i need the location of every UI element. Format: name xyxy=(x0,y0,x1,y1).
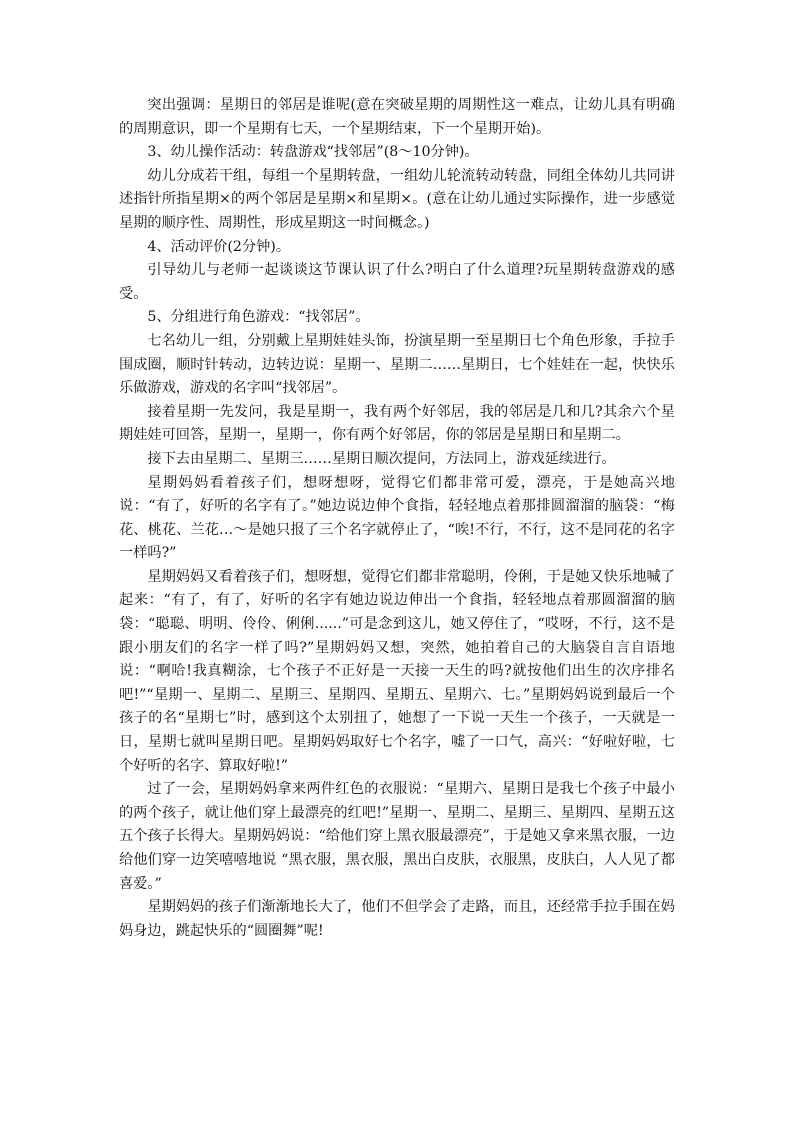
paragraph-step-3-heading: 3、幼儿操作活动：转盘游戏“找邻居”(8～10分钟)。 xyxy=(147,144,479,161)
document-body xyxy=(119,94,675,943)
paragraph-step-3-body: 幼儿分成若干组，每组一个星期转盘，一组幼儿轮流转动转盘，同组全体幼儿共同讲述指针所指星期×的两个邻居是星期×和星期×。(意在让幼儿通过实际操作，进一步感觉星期的顺序性、周期性，形成星期这一时间概念。) xyxy=(119,167,675,231)
paragraph-step-5-body: 七名幼儿一组，分别戴上星期娃娃头饰，扮演星期一至星期日七个角色形象，手拉手围成圈，顺时针转动，边转边说：星期一、星期二……星期日，七个娃娃在一起，快快乐乐做游戏，游戏的名字叫“找邻居”。 xyxy=(119,332,675,397)
paragraph-step-4-heading: 4、活动评价(2分钟)。 xyxy=(147,238,291,255)
paragraph-story-3: 过了一会，星期妈妈拿来两件红色的衣服说：“星期六、星期日是我七个孩子中最小的两个孩子，就让他们穿上最漂亮的红吧!”星期一、星期二、星期三、星期四、星期五这五个孩子长得大。星期妈妈说：“给他们穿上黑衣服最漂亮”，于是她又拿来黑衣服，一边给他们穿一边笑嘻嘻地说 “黑衣服，黑衣服，黑出白皮肤，衣服黑，皮肤白，人人见了都喜爱。” xyxy=(119,781,675,892)
paragraph-monday-question: 接着星期一先发问，我是星期一，我有两个好邻居，我的邻居是几和几?其余六个星期娃娃可回答，星期一，星期一，你有两个好邻居，你的邻居是星期日和星期二。 xyxy=(119,403,675,444)
paragraph-game-continues: 接下去由星期二、星期三……星期日顺次提问，方法同上，游戏延续进行。 xyxy=(147,450,616,467)
paragraph-story-1: 星期妈妈看着孩子们，想呀想呀，觉得它们都非常可爱，漂亮，于是她高兴地说：“有了，好听的名字有了。”她边说边伸个食指，轻轻地点着那排圆溜溜的脑袋：“梅花、桃花、兰花…～是她只报了三个名字就停止了，“唉!不行，不行，这不是同花的名字一样吗?” xyxy=(119,474,675,562)
paragraph-step-4-body: 引导幼儿与老师一起谈谈这节课认识了什么?明白了什么道理?玩星期转盘游戏的感受。 xyxy=(119,262,675,302)
paragraph-story-4: 星期妈妈的孩子们渐渐地长大了，他们不但学会了走路，而且，还经常手拉手围在妈妈身边，跳起快乐的“圆圈舞”呢! xyxy=(119,899,675,939)
paragraph-story-2: 星期妈妈又看着孩子们，想呀想，觉得它们都非常聪明，伶俐，于是她又快乐地喊了起来：“有了，有了，好听的名字有她边说边伸出一个食指，轻轻地点着那圆溜溜的脑袋：“聪聪、明明、伶伶、俐俐......”可是念到这儿，她又停住了，“哎呀，不行，这不是跟小朋友们的名字一样了吗?”星期妈妈又想，突然，她拍着自己的大脑袋自言自语地说：“啊哈!我真糊涂，七个孩子不正好是一天接一天生的吗?就按他们出生的次序排名吧!”“星期一、星期二、星期三、星期四、星期五、星期六、七。”星期妈妈说到最后一个孩子的名“星期七”时，感到这个太别扭了，她想了一下说一天生一个孩子，一天就是一日，星期七就叫星期日吧。星期妈妈取好七个名字，嘘了一口气，高兴：“好啦好啦，七个好听的名字、算取好啦!” xyxy=(119,568,675,774)
paragraph-emphasis: 突出强调：星期日的邻居是谁呢(意在突破星期的周期性这一难点，让幼儿具有明确的周期意识，即一个星期有七天，一个星期结束，下一个星期开始)。 xyxy=(119,97,675,137)
paragraph-step-5-heading: 5、分组进行角色游戏：“找邻居”。 xyxy=(147,309,370,326)
